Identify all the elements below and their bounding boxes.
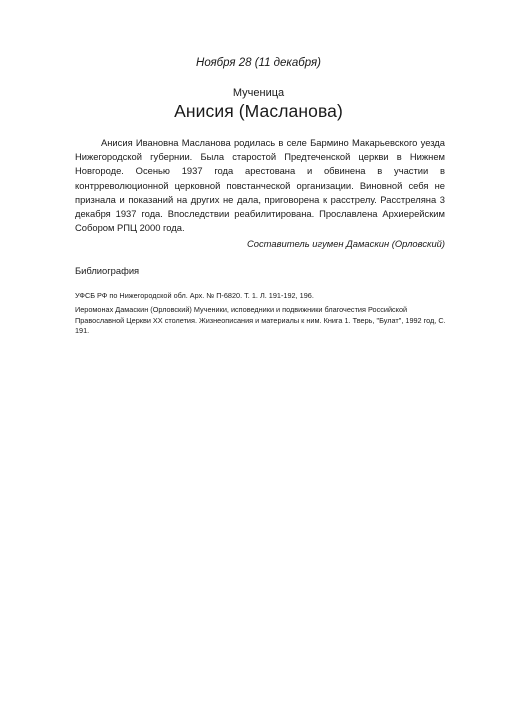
bibliography-item: Иеромонах Дамаскин (Орловский) Мученики, исповедники и подвижники благочестия Российской Православной Церкви XX столетия. Жизнеописания и материалы к ним. Книга 1. Тверь, "Булат", 1992 год, С. 191. [75,305,446,335]
bibliography-item: УФСБ РФ по Нижегородской обл. Арх. № П-6820. Т. 1. Л. 191-192, 196. [75,291,314,300]
feast-date: Ноября 28 (11 декабря) [196,57,321,69]
saint-name-title: Анисия (Масланова) [174,101,343,121]
author-credit: Составитель игумен Дамаскин (Орловский) [247,238,445,249]
biography-paragraph: Анисия Ивановна Масланова родилась в селе Бармино Макарьевского уезда Нижегородской губернии. Была старостой Предтеченской церкви в Нижнем Новгороде. Осенью 1937 года арестована и обвинена в участии в контрреволюционной церковной повстанческой организации. Виновной себя не признала и показаний на других не дала, приговорена к расстрелу. Расстреляна 3 декабря 1937 года. Впоследствии реабилитирована. Прославлена Архиерейским Собором РПЦ 2000 года. [75,137,445,234]
saint-rank: Мученица [232,87,285,99]
bibliography-heading: Библиография [75,265,140,276]
